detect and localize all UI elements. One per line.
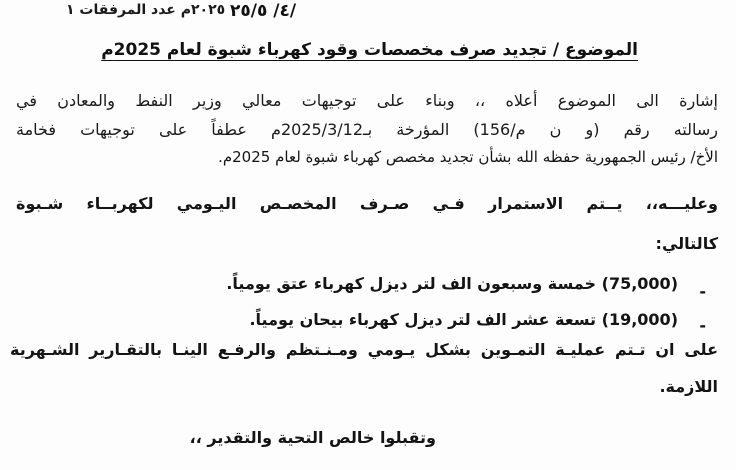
closing-greeting: وتقبلوا خالص التحية والتقدير ،، [189, 428, 436, 447]
cut-off-text-mark [505, 0, 575, 6]
list-bullet: - [699, 282, 706, 301]
paragraph2-line1: وعليـــه،، يــتم الاستمرار فـي صـرف المخصـص اليـومي لكهربــاء شـبوة [16, 194, 718, 213]
paragraph2-line2: كالتالي: [655, 234, 718, 253]
signature-fragment [250, 462, 360, 470]
paragraph3-line2: اللازمة. [659, 377, 718, 396]
header-attachments: ٢٠٢٥م عدد المرفقات ١ [66, 2, 226, 18]
paragraph3-line1: على ان تـتم عمليـة التمـوين بشكل يـومي ومـنـتظم والرفـع الينـا بالتقـارير الشـهرية [10, 340, 718, 359]
paragraph1-line1: إشارة الى الموضوع أعلاه ،، وبناء على توجيهات معالي وزير النفط والمعادن في [16, 91, 718, 110]
list-item-atq: (75,000) خمسة وسبعون الف لتر ديزل كهرباء عتق يومياً. [226, 274, 678, 293]
subject-heading: الموضوع / تجديد صرف مخصصات وقود كهرباء شبوة لعام 2025م [101, 40, 638, 60]
list-item-bayhan: (19,000) تسعة عشر الف لتر ديزل كهرباء بيحان يومياً. [249, 310, 678, 329]
paragraph-reference [16, 86, 718, 144]
paragraph1-line3: الأخ/ رئيس الجمهورية حفظه الله بشأن تجديد مخصص كهرباء شبوة لعام 2025م. [218, 148, 718, 166]
header-date: ٤/ ٢٥/٥/ [230, 1, 297, 21]
paragraph1-line2: رسالته رقم (و ن م/156) المؤرخة بـ2025/3/12م عطفاً على توجيهات فخامة [16, 120, 718, 139]
list-bullet: - [699, 316, 706, 335]
